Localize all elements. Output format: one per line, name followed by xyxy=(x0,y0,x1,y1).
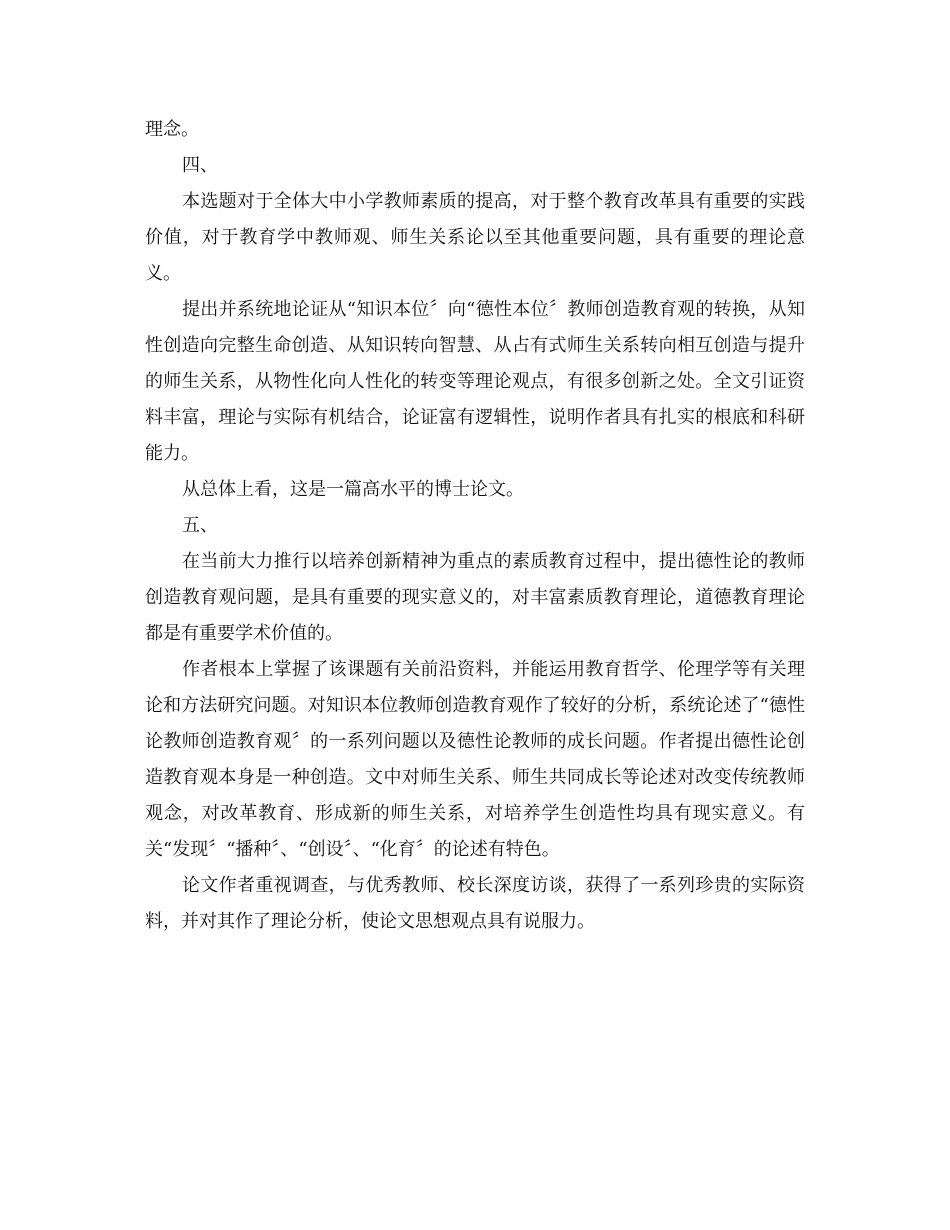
paragraph: 从总体上看，这是一篇高水平的博士论文。 xyxy=(182,479,524,500)
paragraph: 作者根本上掌握了该课题有关前沿资料，并能运用教育哲学、伦理学等有关理论和方法研究问题。对知识本位教师创造教育观作了较好的分析，系统论述了“德性论教师创造教育观〞的一系列问题以及德性论教师的成长问题。作者提出德性论创造教育观本身是一种创造。文中对师生关系、师生共同成长等论述对改变传统教师观念，对改革教育、形成新的师生关系，对培养学生创造性均具有现实意义。有关“发现〞“播种〞、“创设〞、“化育〞的论述有特色。 xyxy=(145,659,805,860)
paragraph-continuation: 理念。 xyxy=(145,119,199,140)
section-heading-four: 四、 xyxy=(182,155,218,176)
paragraph: 在当前大力推行以培养创新精神为重点的素质教育过程中，提出德性论的教师创造教育观问题，是具有重要的现实意义的，对丰富素质教育理论，道德教育理论都是有重要学术价值的。 xyxy=(145,551,805,644)
paragraph: 提出并系统地论证从“知识本位〞向“德性本位〞教师创造教育观的转换，从知性创造向完整生命创造、从知识转向智慧、从占有式师生关系转向相互创造与提升的师生关系，从物性化向人性化的转变等理论观点，有很多创新之处。全文引证资料丰富，理论与实际有机结合，论证富有逻辑性，说明作者具有扎实的根底和科研能力。 xyxy=(145,299,805,464)
paragraph: 论文作者重视调查，与优秀教师、校长深度访谈，获得了一系列珍贵的实际资料，并对其作了理论分析，使论文思想观点具有说服力。 xyxy=(145,875,805,932)
paragraph: 本选题对于全体大中小学教师素质的提高，对于整个教育改革具有重要的实践价值，对于教育学中教师观、师生关系论以至其他重要问题，具有重要的理论意义。 xyxy=(145,191,805,284)
document-body xyxy=(145,112,805,940)
section-heading-five: 五、 xyxy=(182,515,218,536)
